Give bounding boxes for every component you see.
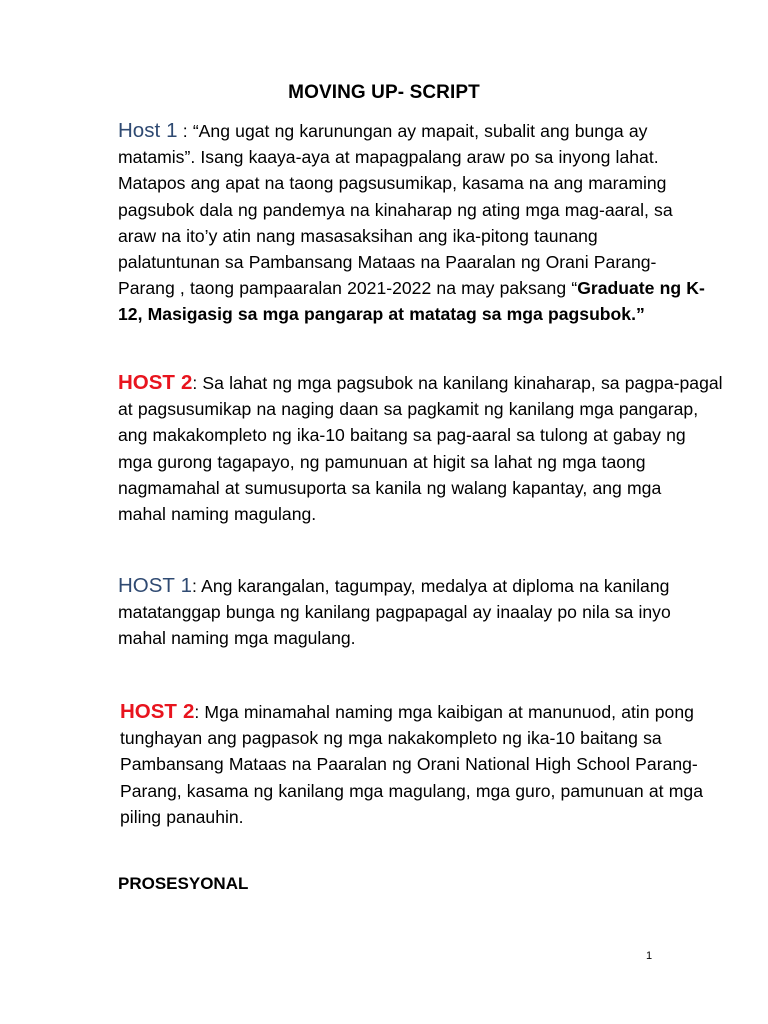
line-text: : Mga minamahal naming mga kaibigan at manunuod, atin pong xyxy=(194,702,694,722)
theme-text: Graduate ng K- xyxy=(577,278,705,299)
speaker-label-host1: Host 1 xyxy=(118,119,178,142)
paragraph-line: Pambansang Mataas na Paaralan ng Orani National High School Parang- xyxy=(120,754,698,775)
paragraph-line: pagsubok dala ng pandemya na kinaharap ng ating mga mag-aaral, sa xyxy=(118,199,673,220)
page-number: 1 xyxy=(646,950,653,962)
paragraph-line xyxy=(118,118,738,144)
paragraph-line xyxy=(118,573,738,599)
line-text: : “Ang ugat ng karunungan ay mapait, subalit ang bunga ay xyxy=(177,121,648,141)
line-text: : Sa lahat ng mga pagsubok na kanilang kinaharap, sa pagpa-pagal xyxy=(192,373,723,393)
speaker-label-host2: HOST 2 xyxy=(120,700,195,723)
paragraph-line: piling panauhin. xyxy=(120,806,244,827)
paragraph-line xyxy=(120,699,740,725)
line-text: : Ang karangalan, tagumpay, medalya at diploma na kanilang xyxy=(191,576,670,596)
paragraph-line xyxy=(118,370,738,396)
paragraph-line: tunghayan ang pagpasok ng mga nakakompleto ng ika-10 baitang sa xyxy=(120,728,662,749)
paragraph-line: mga gurong tagapayo, ng pamunuan at higit sa lahat ng mga taong xyxy=(118,451,646,472)
speaker-label-host1: HOST 1 xyxy=(118,574,192,597)
paragraph-line: palatuntunan sa Pambansang Mataas na Paaralan ng Orani Parang- xyxy=(118,252,657,273)
paragraph-line: Parang, kasama ng kanilang mga magulang, mga guro, pamunuan at mga xyxy=(120,780,703,801)
paragraph-line: nagmamahal at sumusuporta sa kanila ng walang kapantay, ang mga xyxy=(118,477,662,498)
paragraph-line: ang makakompleto ng ika-10 baitang sa pag-aaral sa tulong at gabay ng xyxy=(118,425,686,446)
page-title: MOVING UP- SCRIPT xyxy=(288,82,480,103)
host2-paragraph-1 xyxy=(118,370,738,527)
paragraph-line: Matapos ang apat na taong pagsusumikap, kasama na ang maraming xyxy=(118,173,667,194)
paragraph-line: mahal naming mga magulang. xyxy=(118,628,356,649)
speaker-label-host2: HOST 2 xyxy=(118,371,193,394)
theme-text-line: 12, Masigasig sa mga pangarap at matatag sa mga pagsubok.” xyxy=(118,304,645,325)
paragraph-line: araw na ito’y atin nang masasaksihan ang ika-pitong taunang xyxy=(118,225,598,246)
line-text: Parang , taong pampaaralan 2021-2022 na may paksang “ xyxy=(118,278,578,299)
host1-paragraph-intro xyxy=(118,118,738,328)
paragraph-line: matamis”. Isang kaaya-aya at mapagpalang araw po sa inyong lahat. xyxy=(118,147,659,168)
section-heading: PROSESYONAL xyxy=(118,874,249,893)
paragraph-line: at pagsusumikap na naging daan sa pagkamit ng kanilang mga pangarap, xyxy=(118,399,699,420)
paragraph-line: matatanggap bunga ng kanilang pagpapagal ay inaalay po nila sa inyo xyxy=(118,602,671,623)
paragraph-line xyxy=(118,275,738,301)
paragraph-line: mahal naming magulang. xyxy=(118,504,317,525)
host1-paragraph-2 xyxy=(118,573,738,652)
host2-paragraph-2 xyxy=(120,699,740,830)
